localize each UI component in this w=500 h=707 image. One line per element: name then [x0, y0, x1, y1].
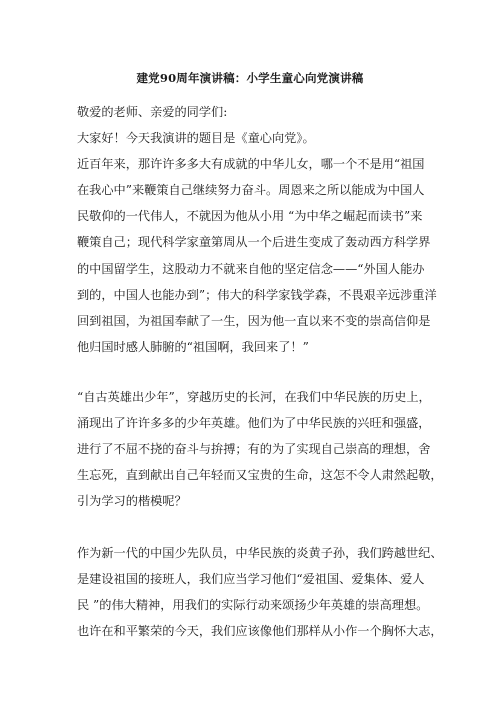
paragraph-1-line: 回到祖国，为祖国奉献了一生，因为他一直以来不变的崇高信仰是 [77, 314, 431, 328]
paragraph-1-line: 鞭策自己；现代科学家童第周从一个后进生变成了轰动西方科学界 [77, 235, 431, 249]
paragraph-3-line: 是建设祖国的接班人，我们应当学习他们“爱祖国、爱集体、爱人 [77, 572, 425, 586]
paragraph-1-line: 民敬仰的一代伟人，不就因为他从小用 “为中华之崛起而读书”来 [77, 209, 423, 223]
paragraph-1-line: 近百年来，那许许多多大有成就的中华儿女，哪一个不是用“祖国 [77, 157, 425, 171]
paragraph-1-line: 的中国留学生，这股动力不就来自他的坚定信念——“外国人能办 [77, 262, 425, 276]
paragraph-2-line: 生忘死，直到献出自己年轻而又宝贵的生命，这怎不令人肃然起敬， [77, 468, 443, 482]
paragraph-1-line: 在我心中”来鞭策自己继续努力奋斗。周恩来之所以能成为中国人 [77, 183, 425, 197]
paragraph-3-line: 作为新一代的中国少先队员，中华民族的炎黄子孙，我们跨越世纪、 [77, 546, 443, 560]
paragraph-2-line: 引为学习的楷模呢？ [77, 494, 187, 508]
paragraph-3-line: 民 ”的伟大精神，用我们的实际行动来颂扬少年英雄的崇高理想。 [77, 598, 429, 612]
paragraph-2-line: “自古英雄出少年”，穿越历史的长河，在我们中华民族的历史上， [77, 390, 431, 404]
paragraph-1-line: 他归国时感人肺腑的“祖国啊，我回来了！” [77, 340, 309, 354]
paragraph-2-line: 涌现出了许许多多的少年英雄。他们为了中华民族的兴旺和强盛， [77, 416, 431, 430]
paragraph-3-line: 也许在和平繁荣的今天，我们应该像他们那样从小作一个胸怀大志， [77, 624, 443, 638]
paragraph-2-line: 进行了不屈不挠的奋斗与拚搏；有的为了实现自己崇高的理想，舍 [77, 442, 431, 456]
salutation: 敬爱的老师、亲爱的同学们: [77, 105, 228, 119]
paragraph-1-line: 到的，中国人也能办到”；伟大的科学家钱学森，不畏艰辛远涉重洋 [77, 288, 437, 302]
intro-line: 大家好！今天我演讲的题目是《童心向党》。 [77, 131, 315, 145]
document-title: 建党90周年演讲稿：小学生童心向党演讲稿 [136, 71, 364, 85]
